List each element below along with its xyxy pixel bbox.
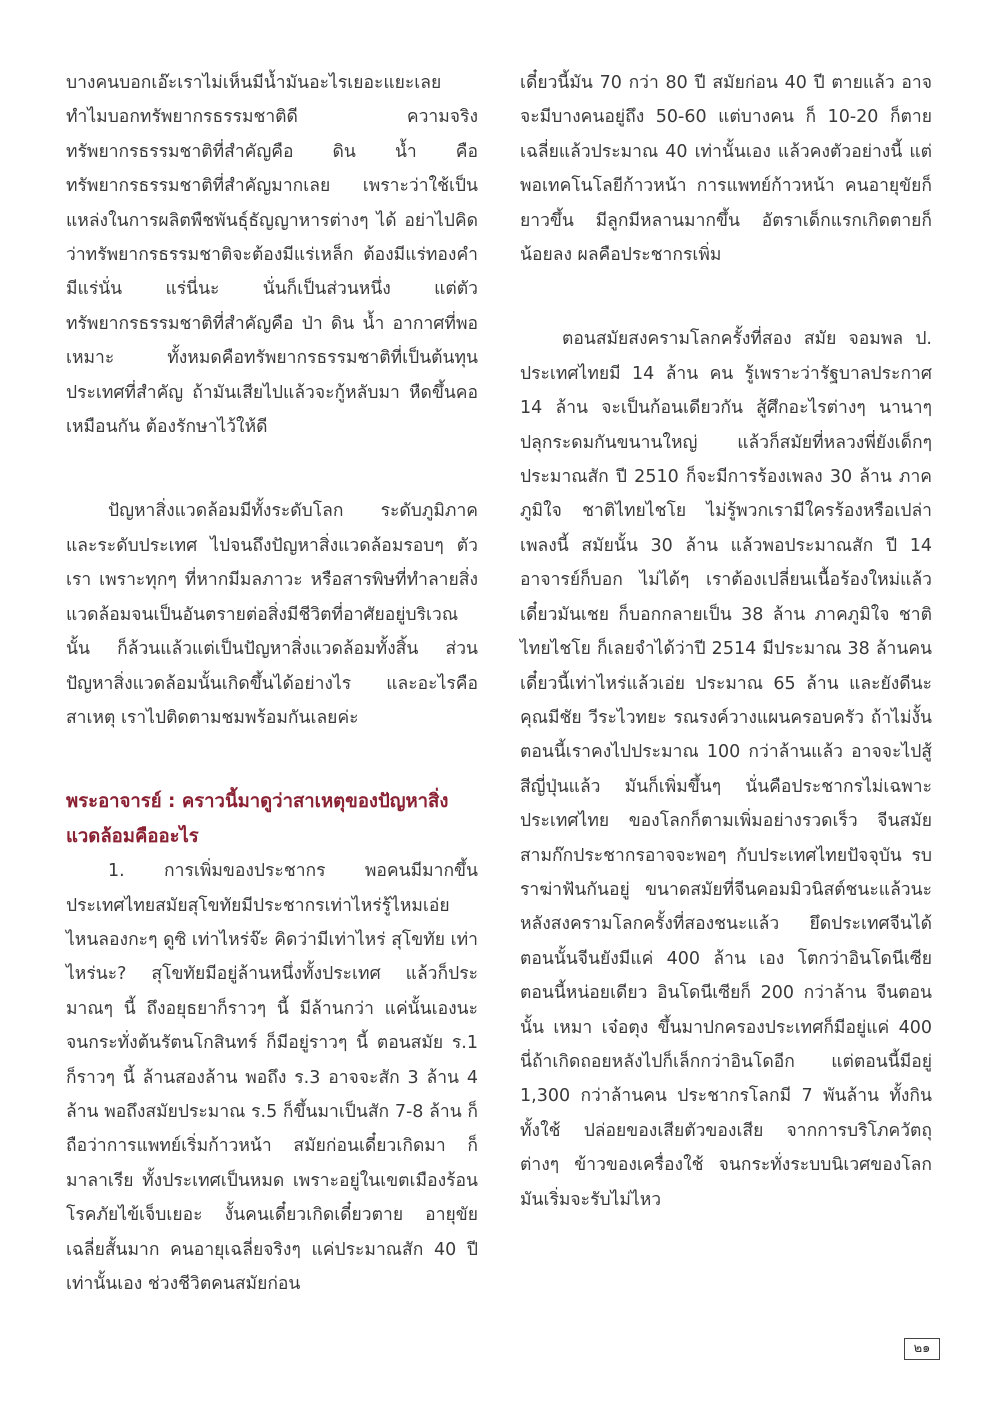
- paragraph-natural-resources: บางคนบอกเอ๊ะเราไม่เห็นมีน้ำมันอะไรเยอะแยะเลย ทำไมบอกทรัพยากรธรรมชาติดี ความจริงทรัพยากรธรรมชาติที่สำคัญคือ ดิน น้ำ คือทรัพยากรธรรมชาติที่สำคัญมากเลย เพราะว่าใช้เป็นแหล่งในการผลิตพืชพันธุ์ธัญญาหารต่างๆ ได้ อย่าไปคิดว่าทรัพยากรธรรมชาติจะต้องมีแร่เหล็ก ต้องมีแร่ทองคำ มีแร่นั่น แร่นี่นะ นั่นก็เป็นส่วนหนึ่ง แต่ตัวทรัพยากรธรรมชาติที่สำคัญคือ ป่า ดิน น้ำ อากาศที่พอเหมาะ ทั้งหมดคือทรัพยากรธรรมชาติที่เป็นต้นทุนประเทศที่สำคัญ ถ้ามันเสียไปแล้วจะกู้หลับมา หืดขึ้นคอเหมือนกัน ต้องรักษาไว้ให้ดี: [66, 73, 478, 438]
- right-column: [520, 66, 932, 1217]
- paragraph-life-expectancy: เดี๋ยวนี้มัน 70 กว่า 80 ปี สมัยก่อน 40 ปี ตายแล้ว อาจจะมีบางคนอยู่ถึง 50-60 แต่บางคน ก็ 10-20 ก็ตาย เฉลี่ยแล้วประมาณ 40 เท่านั้นเอง แล้วคงตัวอย่างนี้ แต่พอเทคโนโลยีก้าวหน้า การแพทย์ก้าวหน้า คนอายุขัยก็ยาวขึ้น มีลูกมีหลานมากขึ้น อัตราเด็กแรกเกิดตายก็น้อยลง ผลคือประชากรเพิ่ม: [520, 73, 932, 266]
- paragraph-spacer: [520, 272, 932, 322]
- paragraph-spacer: [66, 444, 478, 494]
- paragraph-population-growth: 1. การเพิ่มของประชากร พอคนมีมากขึ้น ประเทศไทยสมัยสุโขทัยมีประชากรเท่าไหร่รู้ไหมเอ่ย ไหนลองกะๆ ดูซิ เท่าไหร่จ๊ะ คิดว่ามีเท่าไหร่ สุโขทัย เท่าไหร่นะ? สุโขทัยมีอยู่ล้านหนึ่งทั้งประเทศ แล้วก็ประมาณๆ นี้ ถึงอยุธยาก็ราวๆ นี้ มีล้านกว่า แค่นั้นเองนะ จนกระทั่งต้นรัตนโกสินทร์ ก็มีอยู่ราวๆ นี้ ตอนสมัย ร.1 ก็ราวๆ นี้ ล้านสองล้าน พอถึง ร.3 อาจจะสัก 3 ล้าน 4 ล้าน พอถึงสมัยประมาณ ร.5 ก็ขึ้นมาเป็นสัก 7-8 ล้าน ก็ถือว่าการแพทย์เริ่มก้าวหน้า สมัยก่อนเดี๋ยวเกิดมา ก็มาลาเรีย ทั้งประเทศเป็นหมด เพราะอยู่ในเขตเมืองร้อน โรคภัยไข้เจ็บเยอะ งั้นคนเดี๋ยวเกิดเดี๋ยวตาย อายุขัยเฉลี่ยสั้นมาก คนอายุเฉลี่ยจริงๆ แค่ประมาณสัก 40 ปีเท่านั้นเอง ช่วงชีวิตคนสมัยก่อน: [66, 861, 478, 1294]
- paragraph-thai-population-history: ตอนสมัยสงครามโลกครั้งที่สอง สมัย จอมพล ป. ประเทศไทยมี 14 ล้าน คน รู้เพราะว่ารัฐบาลประกาศ 14 ล้าน จะเป็นก้อนเดียวกัน สู้ศึกอะไรต่างๆ นานาๆ ปลุกระดมกันขนานใหญ่ แล้วก็สมัยที่หลวงพี่ยังเด็กๆ ประมาณสัก ปี 2510 ก็จะมีการร้องเพลง 30 ล้าน ภาคภูมิใจ ชาติไทยไชโย ไม่รู้พวกเรามีใครร้องหรือเปล่าเพลงนี้ สมัยนั้น 30 ล้าน แล้วพอประมาณสัก ปี 14 อาจารย์ก็บอก ไม่ได้ๆ เราต้องเปลี่ยนเนื้อร้องใหม่แล้ว เดี๋ยวมันเชย ก็บอกกลายเป็น 38 ล้าน ภาคภูมิใจ ชาติไทยไชโย ก็เลยจำได้ว่าปี 2514 มีประมาณ 38 ล้านคน เดี๋ยวนี้เท่าไหร่แล้วเอ่ย ประมาณ 65 ล้าน และยังดีนะ คุณมีชัย วีระไวทยะ รณรงค์วางแผนครอบครัว ถ้าไม่งั้นตอนนี้เราคงไปประมาณ 100 กว่าล้านแล้ว อาจจะไปสู้สีญี่ปุ่นแล้ว มันก็เพิ่มขึ้นๆ นั่นคือประชากรไม่เฉพาะประเทศไทย ของโลกก็ตามเพิ่มอย่างรวดเร็ว จีนสมัยสามก๊กประชากรอาจจะพอๆ กับประเทศไทยปัจจุบัน รบราฆ่าฟันกันอยู่ ขนาดสมัยที่จีนคอมมิวนิสต์ชนะแล้วนะ หลังสงครามโลกครั้งที่สองชนะแล้ว ยึดประเทศจีนได้ ตอนนั้นจีนยังมีแค่ 400 ล้าน เอง โตกว่าอินโดนีเซียตอนนี้หน่อยเดียว อินโดนีเซียก็ 200 กว่าล้าน จีนตอนนั้น เหมา เจ๋อตุง ขึ้นมาปกครองประเทศก็มีอยู่แค่ 400 นี่ถ้าเกิดถอยหลังไปก็เล็กกว่าอินโดอีก แต่ตอนนี้มีอยู่ 1,300 กว่าล้านคน ประชากรโลกมี 7 พันล้าน ทั้งกิน ทั้งใช้ ปล่อยของเสียตัวของเสีย จากการบริโภควัตถุต่างๆ ข้าวของเครื่องใช้ จนกระทั่งระบบนิเวศของโลก มันเริ่มจะรับไม่ไหว: [520, 329, 932, 1210]
- section-heading: พระอาจารย์ : คราวนี้มาดูว่าสาเหตุของปัญหาสิ่งแวดล้อมคืออะไร: [66, 791, 449, 847]
- paragraph-spacer: [66, 735, 478, 785]
- paragraph-environment-problems: ปัญหาสิ่งแวดล้อมมีทั้งระดับโลก ระดับภูมิภาค และระดับประเทศ ไปจนถึงปัญหาสิ่งแวดล้อมรอบๆ ตัวเรา เพราะทุกๆ ที่หากมีมลภาวะ หรือสารพิษที่ทำลายสิ่งแวดล้อมจนเป็นอันตรายต่อสิ่งมีชีวิตที่อาศัยอยู่บริเวณนั้น ก็ล้วนแล้วแต่เป็นปัญหาสิ่งแวดล้อมทั้งสิ้น ส่วนปัญหาสิ่งแวดล้อมนั้นเกิดขึ้นได้อย่างไร และอะไรคือสาเหตุ เราไปติดตามชมพร้อมกันเลยค่ะ: [66, 501, 478, 728]
- left-column: [66, 66, 478, 1301]
- page-number: ๒๑: [904, 1338, 940, 1360]
